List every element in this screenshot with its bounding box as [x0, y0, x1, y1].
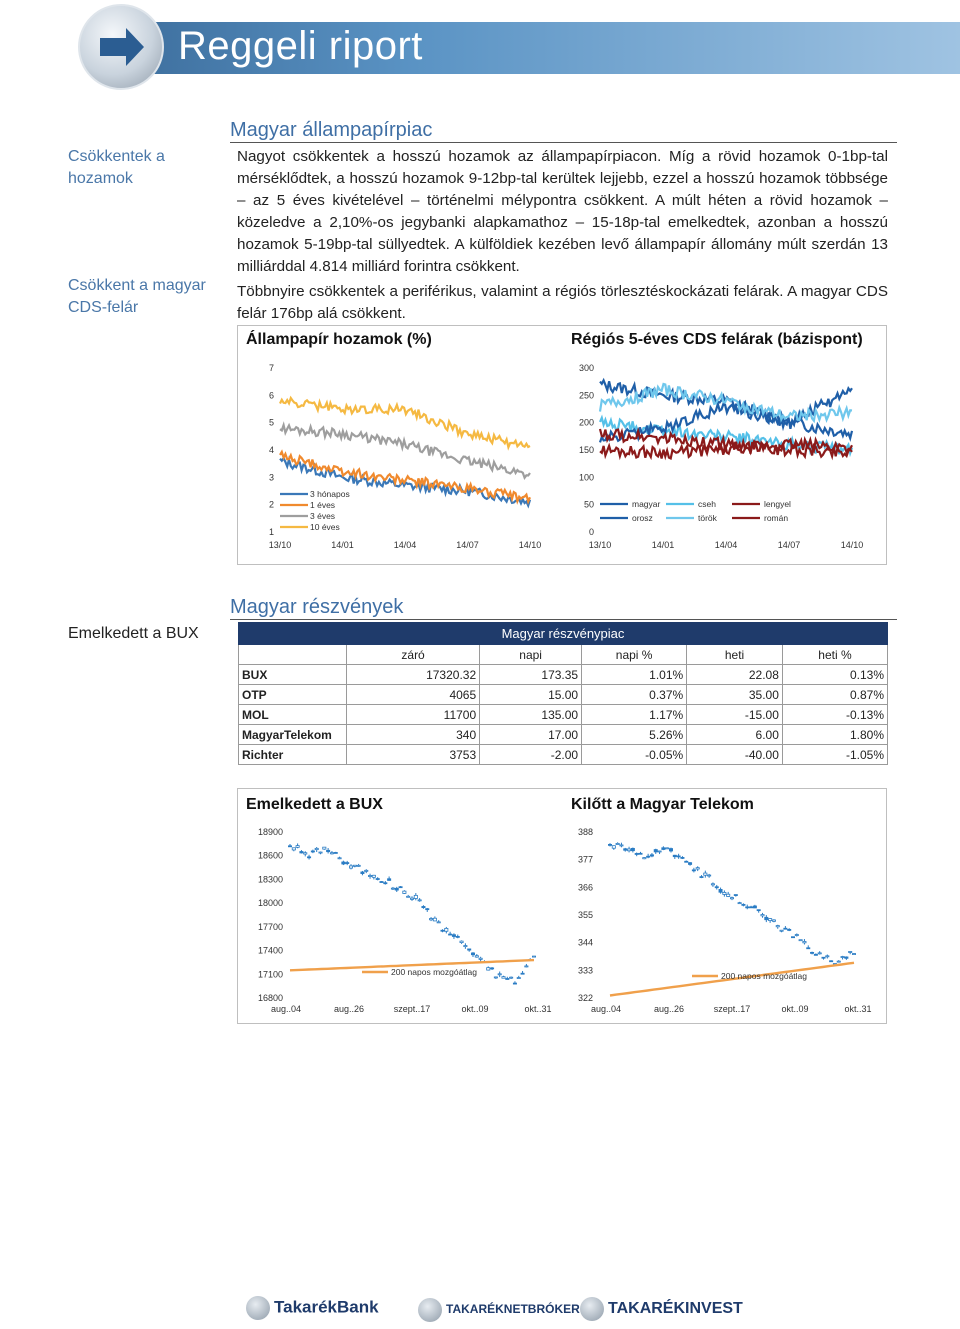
table-cell: 35.00	[687, 685, 783, 705]
footer-logo-takarekbank	[246, 1296, 379, 1320]
y-tick-label: 5	[268, 417, 274, 428]
mtel-chart	[560, 820, 880, 1020]
table-cell: -1.05%	[782, 745, 887, 765]
candle-body	[384, 883, 387, 884]
legend-label: lengyel	[764, 499, 791, 509]
footer-logo-text: TAKARÉKINVEST	[608, 1300, 743, 1318]
side-note-yields: Csökkentek a hozamok	[68, 148, 165, 187]
x-tick-label: okt..09	[461, 1004, 489, 1014]
candle-body	[525, 966, 528, 967]
table-cell: 11700	[347, 705, 480, 725]
y-tick-label: 1	[268, 527, 274, 537]
candle-body	[685, 861, 688, 862]
candle-body	[627, 849, 630, 851]
candle-body	[300, 851, 303, 852]
y-tick-label: 200	[578, 417, 594, 428]
table-header: heti %	[782, 645, 887, 665]
candle-body	[635, 853, 638, 854]
y-tick-label: 7	[268, 363, 274, 373]
candle-body	[742, 904, 745, 905]
x-tick-label: 14/01	[331, 540, 354, 550]
candle-body	[510, 977, 513, 978]
table-row	[239, 705, 888, 725]
candle-body	[388, 879, 391, 881]
candle-body	[749, 907, 752, 908]
table-cell: 135.00	[480, 705, 582, 725]
footer-logo-netbroker	[418, 1298, 580, 1322]
section-title-govbond: Magyar állampapírpiac	[230, 119, 433, 141]
candle-body	[822, 957, 825, 958]
candle-body	[468, 949, 471, 950]
candle-body	[669, 849, 672, 851]
candle-body	[410, 898, 413, 899]
table-cell: -15.00	[687, 705, 783, 725]
candle-body	[696, 868, 699, 869]
candle-body	[380, 882, 383, 883]
candle-body	[643, 858, 646, 859]
candle-body	[807, 948, 810, 949]
candle-body	[296, 846, 299, 848]
x-tick-label: szept..17	[713, 1004, 751, 1014]
table-cell: 0.87%	[782, 685, 887, 705]
report-title: Reggeli riport	[178, 24, 423, 68]
candle-body	[727, 894, 730, 896]
y-tick-label: 17400	[258, 945, 284, 956]
y-tick-label: 18900	[258, 827, 284, 837]
table-cell: 17320.32	[347, 665, 480, 685]
candle-body	[464, 946, 467, 947]
candle-body	[479, 958, 482, 959]
candle-body	[502, 977, 505, 979]
candle-body	[738, 903, 741, 904]
candle-body	[403, 891, 406, 893]
candle-body	[460, 941, 463, 942]
candle-body	[327, 850, 330, 851]
y-tick-label: 18600	[258, 850, 284, 861]
table-cell: 0.13%	[782, 665, 887, 685]
candle-body	[681, 857, 684, 858]
side-note-cds: Csökkent a magyar CDS-felár	[68, 277, 206, 316]
table-cell: 6.00	[687, 725, 783, 745]
y-tick-label: 4	[268, 445, 274, 455]
x-tick-label: szept..17	[393, 1004, 431, 1014]
x-tick-label: okt..31	[524, 1004, 552, 1014]
candle-body	[673, 855, 676, 856]
table-cell: -0.05%	[582, 745, 687, 765]
table-row-label: OTP	[239, 685, 347, 705]
candle-body	[349, 866, 352, 868]
candle-body	[776, 926, 779, 927]
candle-body	[418, 900, 421, 901]
candle-body	[730, 898, 733, 899]
legend-label: 200 napos mozgóátlag	[721, 971, 808, 981]
candle-body	[753, 906, 756, 908]
candle-body	[399, 887, 402, 888]
y-tick-label: 2	[268, 499, 274, 510]
x-tick-label: aug..04	[590, 1004, 622, 1014]
legend-label: 10 éves	[310, 522, 340, 532]
candle-body	[414, 895, 417, 898]
candle-body	[719, 889, 722, 892]
report-header	[0, 0, 960, 100]
y-tick-label: 0	[588, 527, 594, 537]
chart-title-mtel: Kilőtt a Magyar Telekom	[571, 796, 754, 813]
y-tick-label: 344	[578, 937, 594, 948]
table-row	[239, 665, 888, 685]
candle-body	[395, 888, 398, 890]
candle-body	[765, 917, 768, 919]
candle-body	[429, 919, 432, 920]
chart-title-yields: Állampapír hozamok (%)	[246, 331, 432, 348]
x-tick-label: 14/04	[393, 540, 417, 550]
candle-body	[734, 895, 737, 896]
candle-body	[433, 918, 436, 921]
candle-body	[608, 844, 611, 845]
candle-body	[658, 851, 661, 852]
candle-body	[346, 863, 349, 864]
table-cell: -2.00	[480, 745, 582, 765]
candle-body	[708, 875, 711, 876]
candle-body	[631, 848, 634, 850]
y-tick-label: 300	[578, 363, 594, 373]
candle-body	[666, 848, 669, 849]
y-tick-label: 100	[578, 472, 594, 483]
legend-label: román	[764, 513, 789, 523]
x-tick-label: aug..26	[653, 1004, 685, 1014]
table-caption: Magyar részvénypiac	[239, 623, 888, 645]
x-tick-label: 14/10	[840, 540, 864, 550]
candle-body	[334, 852, 337, 853]
table-cell: 3753	[347, 745, 480, 765]
y-tick-label: 50	[583, 499, 594, 510]
legend-label: török	[698, 513, 717, 523]
x-tick-label: okt..31	[844, 1004, 872, 1014]
candle-body	[715, 887, 718, 888]
candle-body	[723, 892, 726, 894]
candle-body	[452, 935, 455, 937]
table-cell: -0.13%	[782, 705, 887, 725]
candle-body	[437, 922, 440, 923]
table-cell: 15.00	[480, 685, 582, 705]
table-cell: 5.26%	[582, 725, 687, 745]
section-divider-2	[230, 619, 897, 620]
candle-body	[700, 877, 703, 878]
table-cell: 17.00	[480, 725, 582, 745]
table-header: napi %	[582, 645, 687, 665]
candle-body	[365, 870, 368, 871]
candle-body	[647, 856, 650, 857]
candle-body	[791, 937, 794, 938]
paragraph-cds: Többnyire csökkentek a periférikus, valamint a régiós törlesztéskockázati felárak. A magyar CDS felár 176bp alá csökkent.	[237, 283, 888, 322]
candle-body	[490, 968, 493, 969]
chart-title-cds: Régiós 5-éves CDS felárak (bázispont)	[571, 331, 863, 348]
y-tick-label: 18000	[258, 898, 284, 909]
candle-body	[506, 978, 509, 979]
candle-body	[311, 851, 314, 852]
footer-logo-text: TakarékBank	[274, 1297, 379, 1317]
takarek-logo-icon	[246, 1296, 270, 1320]
candle-body	[315, 848, 318, 849]
candle-body	[769, 919, 772, 921]
candle-body	[338, 858, 341, 859]
x-tick-label: okt..09	[781, 1004, 809, 1014]
x-tick-label: 14/10	[518, 540, 542, 550]
candle-body	[361, 872, 364, 874]
legend-label: orosz	[632, 513, 653, 523]
takarek-logo-icon	[78, 4, 164, 90]
candle-body	[803, 941, 806, 942]
candle-body	[292, 848, 295, 850]
candle-body	[376, 879, 379, 880]
candle-body	[639, 853, 642, 854]
y-tick-label: 17100	[258, 969, 284, 980]
legend-label: cseh	[698, 499, 716, 509]
table-cell: 1.17%	[582, 705, 687, 725]
chart-title-bux: Emelkedett a BUX	[246, 796, 383, 813]
candle-body	[368, 875, 371, 876]
candle-body	[677, 856, 680, 857]
candle-body	[841, 957, 844, 958]
table-header: záró	[347, 645, 480, 665]
x-tick-label: 14/04	[714, 540, 738, 550]
section-title-equities: Magyar részvények	[230, 596, 404, 618]
table-header-blank	[239, 645, 347, 665]
candle-body	[826, 956, 829, 957]
x-tick-label: 13/10	[268, 540, 292, 550]
y-tick-label: 16800	[258, 993, 284, 1003]
candle-body	[307, 857, 310, 858]
y-tick-label: 366	[578, 882, 594, 893]
table-row-label: MagyarTelekom	[239, 725, 347, 745]
candle-body	[662, 848, 665, 850]
candle-body	[456, 936, 459, 937]
candle-body	[795, 935, 798, 936]
y-tick-label: 3	[268, 472, 274, 483]
x-tick-label: 14/01	[651, 540, 675, 550]
candle-body	[624, 849, 627, 850]
candle-body	[852, 954, 855, 955]
table-row-label: Richter	[239, 745, 347, 765]
candle-body	[441, 930, 444, 931]
table-cell: -40.00	[687, 745, 783, 765]
candle-body	[445, 928, 448, 931]
candle-body	[849, 951, 852, 952]
candle-body	[319, 852, 322, 853]
candle-body	[757, 910, 760, 911]
table-cell: 4065	[347, 685, 480, 705]
candle-body	[780, 930, 783, 931]
table-row	[239, 725, 888, 745]
y-tick-label: 250	[578, 390, 594, 401]
candle-body	[746, 907, 749, 908]
candle-body	[494, 977, 497, 978]
candle-body	[784, 928, 787, 929]
candle-body	[692, 870, 695, 871]
stock-table	[238, 622, 888, 765]
x-tick-label: aug..04	[270, 1004, 302, 1014]
candle-body	[513, 983, 516, 984]
candle-body	[612, 846, 615, 849]
candle-body	[517, 978, 520, 979]
candle-body	[391, 888, 394, 889]
table-header: napi	[480, 645, 582, 665]
table-cell: 1.01%	[582, 665, 687, 685]
candle-body	[532, 956, 535, 957]
takarek-logo-icon	[580, 1297, 604, 1321]
y-tick-label: 355	[578, 910, 594, 920]
takarek-logo-icon	[418, 1298, 442, 1322]
cds-chart	[560, 356, 880, 556]
side-note-bux: Emelkedett a BUX	[68, 625, 199, 642]
candle-body	[788, 929, 791, 930]
candle-body	[799, 940, 802, 941]
candle-body	[845, 957, 848, 958]
legend-label: 3 hónapos	[310, 489, 350, 499]
y-tick-label: 17700	[258, 921, 284, 932]
paragraph-govbond: Nagyot csökkentek a hosszú hozamok az állampapírpiacon. Míg a rövid hozamok 0-1bp-tal mérséklődtek, a hosszú hozamok 9-12bp-tal kerültek lejjebb, ezzel a hosszú hozamok többsége – az 5 éves kivételével – történelmi mélypontra csökkent. A múlt héten a rövid hozamok – közeledve a 2,10%-os jegybanki alapkamathoz – 15-18p-tal emelkedtek, azonban a hosszú hozamok 5-19bp-tal süllyedtek. A külföldiek kezében levő állampapír állomány múlt szerdán 13 milliárddal 4.814 milliárd forintra csökkent.	[237, 148, 888, 275]
candle-body	[449, 934, 452, 935]
table-cell: 22.08	[687, 665, 783, 685]
table-cell: 0.37%	[582, 685, 687, 705]
candle-body	[330, 853, 333, 854]
candle-body	[814, 954, 817, 955]
candle-body	[688, 863, 691, 865]
table-cell: 340	[347, 725, 480, 745]
y-tick-label: 388	[578, 827, 594, 837]
table-header: heti	[687, 645, 783, 665]
candle-body	[711, 884, 714, 885]
candle-body	[475, 956, 478, 957]
candle-body	[810, 952, 813, 953]
y-tick-label: 6	[268, 390, 274, 401]
y-tick-label: 150	[578, 445, 594, 455]
legend-label: magyar	[632, 499, 661, 509]
table-row-label: BUX	[239, 665, 347, 685]
candle-body	[650, 855, 653, 856]
table-cell: 1.80%	[782, 725, 887, 745]
candle-body	[426, 909, 429, 910]
x-tick-label: 14/07	[456, 540, 479, 550]
footer-logo-invest	[580, 1297, 743, 1321]
table-row	[239, 745, 888, 765]
candle-body	[620, 845, 623, 846]
candle-body	[654, 850, 657, 852]
candle-body	[616, 843, 619, 844]
candle-body	[323, 847, 326, 849]
table-row	[239, 685, 888, 705]
legend-label: 1 éves	[310, 500, 336, 510]
candle-body	[487, 968, 490, 970]
y-tick-label: 322	[578, 993, 594, 1003]
candle-body	[342, 862, 345, 864]
table-row-label: MOL	[239, 705, 347, 725]
y-tick-label: 377	[578, 854, 594, 865]
candle-body	[357, 865, 360, 866]
y-tick-label: 333	[578, 965, 594, 976]
candle-body	[471, 953, 474, 955]
candle-body	[498, 974, 501, 975]
candle-body	[304, 853, 307, 854]
candle-body	[772, 920, 775, 921]
legend-label: 200 napos mozgóátlag	[391, 967, 478, 977]
candle-body	[761, 915, 764, 916]
candle-body	[407, 896, 410, 897]
series-line	[600, 384, 852, 421]
candle-body	[837, 961, 840, 962]
candle-body	[422, 906, 425, 907]
candle-body	[288, 846, 291, 847]
candle-body	[830, 961, 833, 962]
x-tick-label: 13/10	[588, 540, 612, 550]
candle-body	[521, 973, 524, 974]
y-tick-label: 18300	[258, 874, 284, 885]
x-tick-label: 14/07	[777, 540, 801, 550]
x-tick-label: aug..26	[333, 1004, 365, 1014]
yields-chart	[240, 356, 560, 556]
candle-body	[372, 875, 375, 877]
section-divider	[230, 142, 897, 143]
table-cell: 173.35	[480, 665, 582, 685]
candle-body	[818, 953, 821, 954]
bux-chart	[240, 820, 560, 1020]
candle-body	[353, 865, 356, 866]
footer-logo-text: TAKARÉKNETBRÓKER	[446, 1302, 580, 1317]
legend-label: 3 éves	[310, 511, 336, 521]
candle-body	[704, 873, 707, 875]
